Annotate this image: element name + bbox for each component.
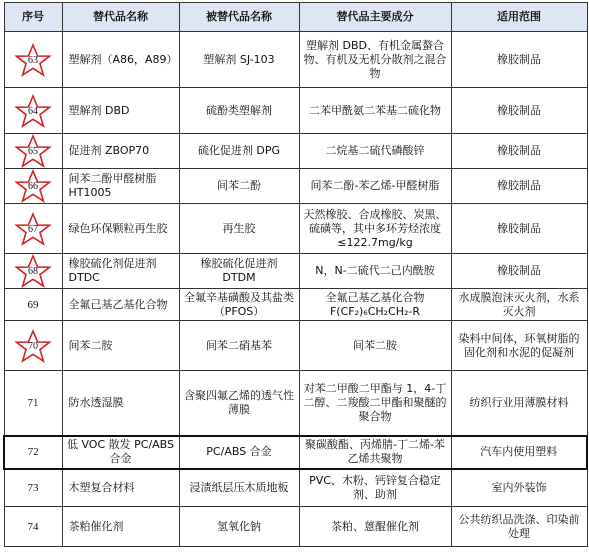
composition: 聚碳酸酯、丙烯腈-丁二烯-苯乙烯共聚物	[299, 436, 451, 469]
replaced-name: 再生胶	[179, 204, 299, 254]
composition: 全氟己基乙基化合物 F(CF₂)₆CH₂CH₂-R	[299, 289, 451, 321]
header-scope: 适用范围	[451, 3, 587, 32]
table-row	[4, 88, 587, 134]
composition: 间苯二酚-苯乙烯-甲醛树脂	[299, 169, 451, 204]
application-scope: 公共纺织品洗涤、印染前处理	[451, 507, 587, 547]
product-name: 塑解剂（A86，A89）	[62, 32, 179, 88]
table-row	[4, 32, 587, 88]
table-row	[4, 507, 587, 547]
composition: PVC、木粉、钙锌复合稳定剂、助剂	[299, 469, 451, 507]
row-number	[4, 32, 62, 88]
table-body	[4, 32, 587, 547]
row-number	[4, 134, 62, 169]
header-row	[4, 3, 587, 32]
replaced-name: PC/ABS 合金	[179, 436, 299, 469]
application-scope: 橡胶制品	[451, 32, 587, 88]
star-badge: 70	[14, 329, 52, 363]
product-name: 茶粕催化剂	[62, 507, 179, 547]
row-number: 73	[4, 469, 62, 507]
application-scope: 橡胶制品	[451, 169, 587, 204]
row-number	[4, 321, 62, 371]
composition: 二苯甲酰氨二苯基二硫化物	[299, 88, 451, 134]
table-row	[4, 289, 587, 321]
table-row	[4, 254, 587, 289]
table-row	[4, 469, 587, 507]
composition: 对苯二甲酸二甲酯与 1，4-丁二醇、二羧酸二甲酯和聚醚的聚合物	[299, 371, 451, 436]
replaced-name: 塑解剂 SJ-103	[179, 32, 299, 88]
star-badge: 64	[14, 94, 52, 128]
replaced-name: 浸渍纸层压木质地板	[179, 469, 299, 507]
row-number: 74	[4, 507, 62, 547]
table-row	[4, 321, 587, 371]
row-number	[4, 254, 62, 289]
table-row	[4, 436, 587, 469]
replaced-name: 硫酚类塑解剂	[179, 88, 299, 134]
star-badge: 67	[14, 212, 52, 246]
replaced-name: 氢氧化钠	[179, 507, 299, 547]
header-replaced: 被替代品名称	[179, 3, 299, 32]
row-number	[4, 169, 62, 204]
application-scope: 室内外装饰	[451, 469, 587, 507]
substitutes-table	[3, 2, 588, 547]
composition: N，N-二硫代二己内酰胺	[299, 254, 451, 289]
application-scope: 橡胶制品	[451, 134, 587, 169]
composition: 二烷基二硫代磷酸锌	[299, 134, 451, 169]
row-number	[4, 88, 62, 134]
product-name: 促进剂 ZBOP70	[62, 134, 179, 169]
composition: 塑解剂 DBD、有机金属螯合物、有机及无机分散剂之混合物	[299, 32, 451, 88]
replaced-name: 橡胶硫化促进剂 DTDM	[179, 254, 299, 289]
replaced-name: 间苯二酚	[179, 169, 299, 204]
row-number: 71	[4, 371, 62, 436]
product-name: 间苯二胺	[62, 321, 179, 371]
application-scope: 纺织行业用薄膜材料	[451, 371, 587, 436]
replaced-name: 含聚四氟乙烯的透气性薄膜	[179, 371, 299, 436]
row-number: 69	[4, 289, 62, 321]
table-row	[4, 371, 587, 436]
product-name: 绿色环保颗粒再生胶	[62, 204, 179, 254]
product-name: 橡胶硫化剂促进剂 DTDC	[62, 254, 179, 289]
application-scope: 橡胶制品	[451, 204, 587, 254]
star-badge: 63	[14, 43, 52, 77]
composition: 天然橡胶、合成橡胶、炭黑、硫磺等，其中多环芳烃浓度≤122.7mg/kg	[299, 204, 451, 254]
row-number: 72	[4, 436, 62, 469]
star-badge: 66	[14, 169, 52, 203]
replaced-name: 间苯二硝基苯	[179, 321, 299, 371]
application-scope: 染料中间体，环氧树脂的固化剂和水泥的促凝剂	[451, 321, 587, 371]
table-row	[4, 169, 587, 204]
application-scope: 水成膜泡沫灭火剂，水系灭火剂	[451, 289, 587, 321]
application-scope: 汽车内使用塑料	[451, 436, 587, 469]
table-row	[4, 204, 587, 254]
table-row	[4, 134, 587, 169]
product-name: 全氟己基乙基化合物	[62, 289, 179, 321]
row-number	[4, 204, 62, 254]
header-composition: 替代品主要成分	[299, 3, 451, 32]
product-name: 防水透湿膜	[62, 371, 179, 436]
application-scope: 橡胶制品	[451, 254, 587, 289]
replaced-name: 硫化促进剂 DPG	[179, 134, 299, 169]
header-name: 替代品名称	[62, 3, 179, 32]
composition: 茶粕、蒽醌催化剂	[299, 507, 451, 547]
product-name: 低 VOC 散发 PC/ABS 合金	[62, 436, 179, 469]
product-name: 间苯二酚甲醛树脂 HT1005	[62, 169, 179, 204]
star-badge: 68	[14, 254, 52, 288]
composition: 间苯二胺	[299, 321, 451, 371]
replaced-name: 全氟辛基磺酸及其盐类（PFOS）	[179, 289, 299, 321]
application-scope: 橡胶制品	[451, 88, 587, 134]
star-badge: 65	[14, 134, 52, 168]
header-no: 序号	[4, 3, 62, 32]
product-name: 塑解剂 DBD	[62, 88, 179, 134]
product-name: 木塑复合材料	[62, 469, 179, 507]
